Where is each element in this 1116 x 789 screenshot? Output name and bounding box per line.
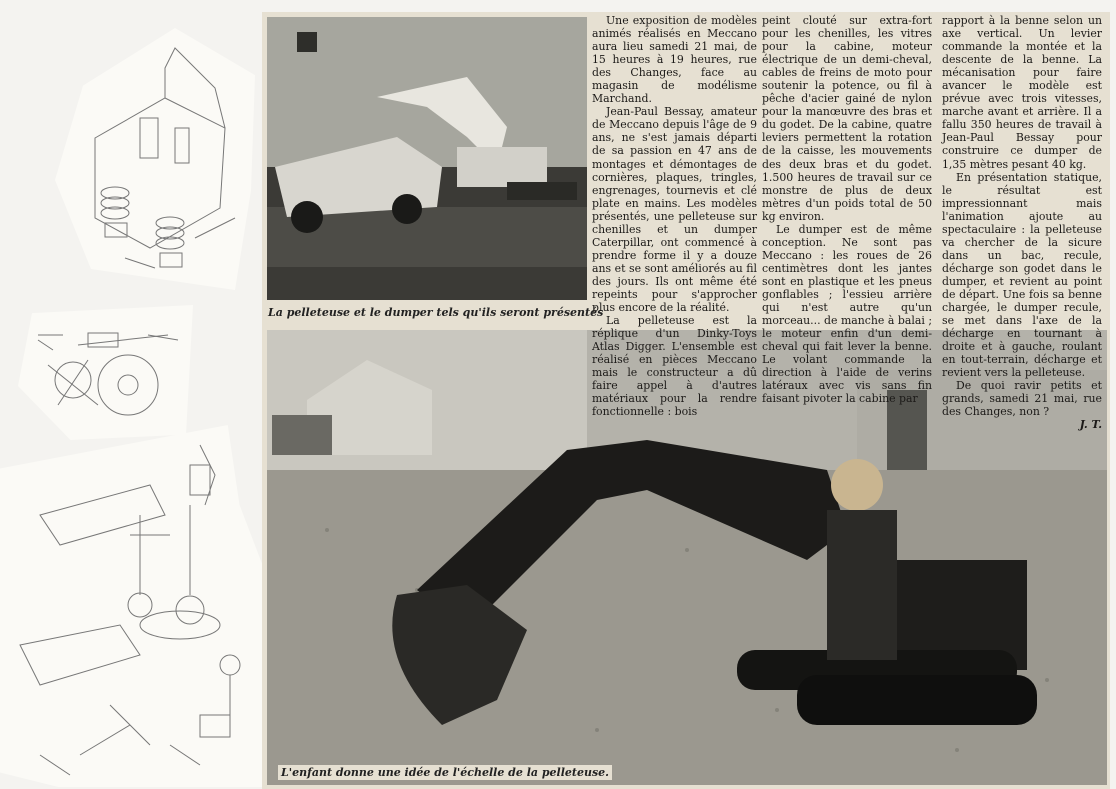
article-column-2 (762, 14, 932, 405)
article-column-1 (592, 14, 757, 418)
article-paragraph: Une exposition de modèles animés réalisés en Meccano aura lieu samedi 21 mai, de 15 heures à 19 heures, rue des Changes, face au magasin de modélisme Marchand. (592, 14, 757, 106)
article-paragraph: De quoi ravir petits et grands, samedi 21 mai, rue des Changes, non ? (942, 379, 1102, 419)
article-paragraph: Jean-Paul Bessay, amateur de Meccano depuis l'âge de 9 ans, ne s'est jamais départi de sa passion en 47 ans de montages et démontages de cornières, plaques, tringles, engrenages, tournevis et clé plate en mains. Les modèles présentés, une pelleteuse sur chenilles et un dumper Caterpillar, ont commencé à prendre forme il y a douze ans et se sont améliorés au fil des jours. Ils ont même été repeints pour s'approcher plus encore de la réalité. (592, 105, 757, 315)
article-paragraph: Le dumper est de même conception. Ne sont pas Meccano : les roues de 26 centimètres dont les jantes sont en plastique et les pneus gonflables ; l'essieu arrière qui n'est autre qu'un morceau... de manche à balai ; le moteur enfin d'un demi-cheval qui fait lever la benne. Le volant commande la direction à l'aide de verins latéraux avec vis sans fin faisant pivoter la cabine par (762, 222, 932, 406)
sketch-drawing-2 (18, 305, 193, 440)
newspaper-clipping (262, 12, 1110, 789)
article-paragraph: peint clouté sur extra-fort pour les chenilles, les vitres pour la cabine, moteur électrique de un demi-cheval, cables de freins de moto pour soutenir la potence, ou fil à pêche d'acier gainé de nylon pour la manœuvre des bras et du godet. De la cabine, quatre leviers permettent la rotation de la caisse, les mouvements des deux bras et du godet. 1.500 heures de travail sur ce monstre de plus de deux mètres d'un poids total de 50 kg environ. (762, 14, 932, 223)
sketch-drawing-1 (55, 28, 255, 290)
article-column-3 (942, 14, 1102, 432)
article-signature: J. T. (1079, 418, 1102, 432)
caption-bottom: L'enfant donne une idée de l'échelle de la pelleteuse. (278, 765, 612, 780)
photo-top-image (267, 17, 587, 300)
article-paragraph: rapport à la benne selon un axe vertical. Un levier commande la montée et la descente de la benne. La mécanisation pour faire avancer le modèle est prévue avec trois vitesses, marche avant et arrière. Il a fallu 350 heures de travail à Jean-Paul Bessay pour construire ce dumper de 1,35 mètres pesant 40 kg. (942, 14, 1102, 171)
photo-excavator-and-dumper (267, 17, 587, 300)
sketch-drawing-3 (0, 425, 292, 787)
article-paragraph: En présentation statique, le résultat est impressionnant mais l'animation ajoute au spectaculaire : la pelleteuse va chercher de la sicure dans un bac, recule, décharge son godet dans le dumper, et revient au point de départ. Une fois sa benne chargée, le dumper recule, se met dans l'axe de la décharge en tournant à droite et à gauche, roulant en tout-terrain, décharge et revient vers la pelleteuse. (942, 170, 1102, 380)
sketch-worm-gear (18, 305, 193, 440)
sketch-mechanism (0, 425, 292, 787)
article-paragraph: La pelleteuse est la réplique d'un Dinky-Toys Atlas Digger. L'ensemble est réalisé en pièces Meccano mais le constructeur a dû faire appel à d'autres matériaux pour la rendre fonctionnelle : bois (592, 314, 757, 419)
caption-top: La pelleteuse et le dumper tels qu'ils seront présentés (268, 306, 604, 319)
sketch-gear-assembly (55, 28, 255, 290)
